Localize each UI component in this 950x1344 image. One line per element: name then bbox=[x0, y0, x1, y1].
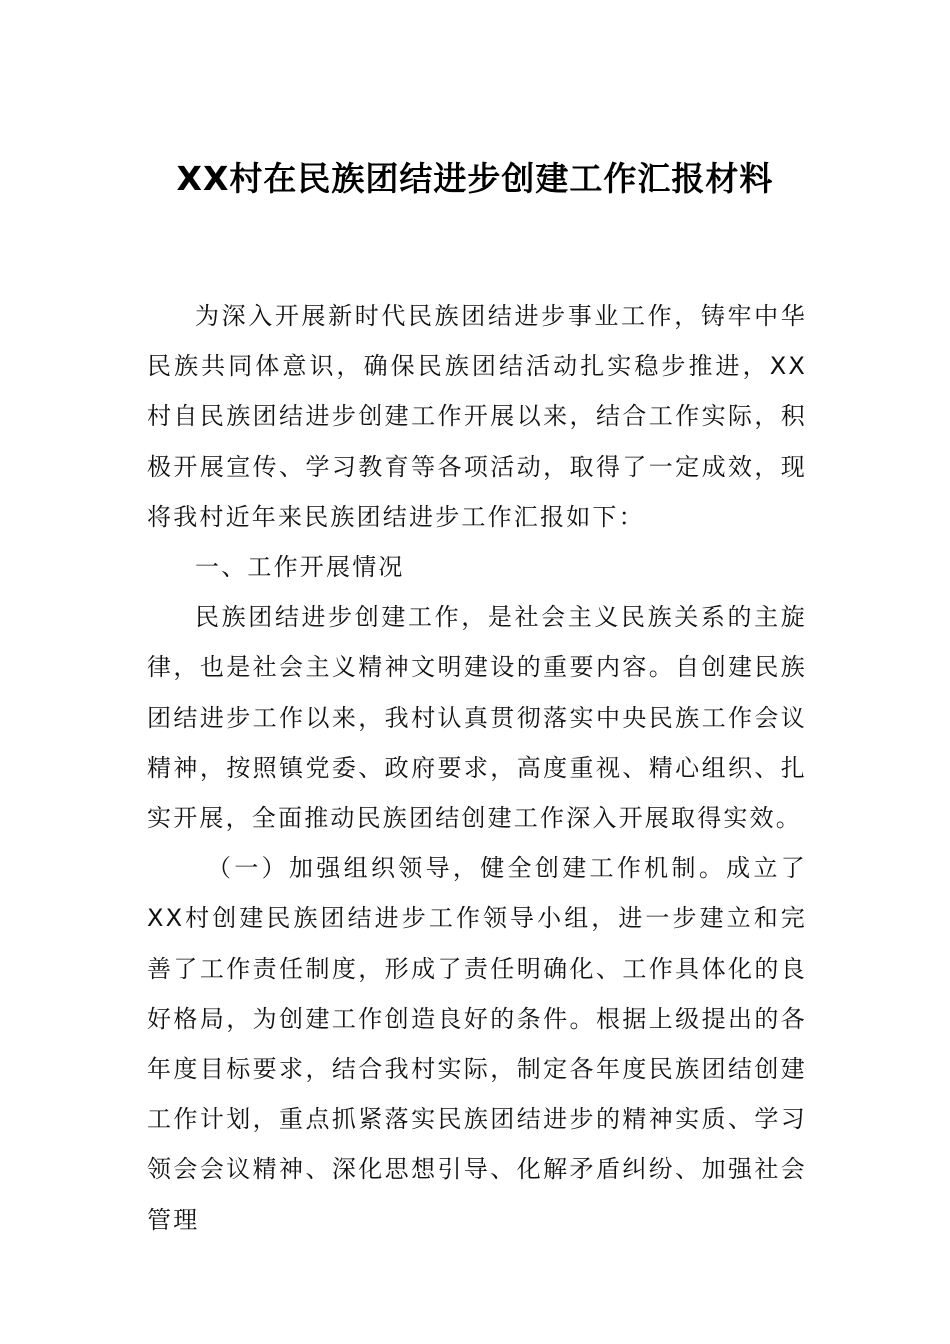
section-heading: 一、工作开展情况 bbox=[195, 553, 405, 582]
document-title: XX村在民族团结进步创建工作汇报材料 bbox=[176, 159, 774, 198]
document-body bbox=[147, 291, 807, 1245]
section-paragraph: 民族团结进步创建工作，是社会主义民族关系的主旋律，也是社会主义精神文明建设的重要内容。自创建民族团结进步工作以来，我村认真贯彻落实中央民族工作会议精神，按照镇党委、政府要求，高度重视、精心组织、扎实开展，全面推动民族团结创建工作深入开展取得实效。 bbox=[147, 603, 807, 833]
subsection-paragraph: （一）加强组织领导，健全创建工作机制。成立了XX村创建民族团结进步工作领导小组，进一步建立和完善了工作责任制度，形成了责任明确化、工作具体化的良好格局，为创建工作创造良好的条件。根据上级提出的各年度目标要求，结合我村实际，制定各年度民族团结创建工作计划，重点抓紧落实民族团结进步的精神实质、学习领会会议精神、深化思想引导、化解矛盾纠纷、加强社会管理 bbox=[147, 854, 807, 1234]
intro-paragraph: 为深入开展新时代民族团结进步事业工作，铸牢中华民族共同体意识，确保民族团结活动扎实稳步推进，XX村自民族团结进步创建工作开展以来，结合工作实际，积极开展宣传、学习教育等各项活动，取得了一定成效，现将我村近年来民族团结进步工作汇报如下： bbox=[147, 302, 807, 531]
